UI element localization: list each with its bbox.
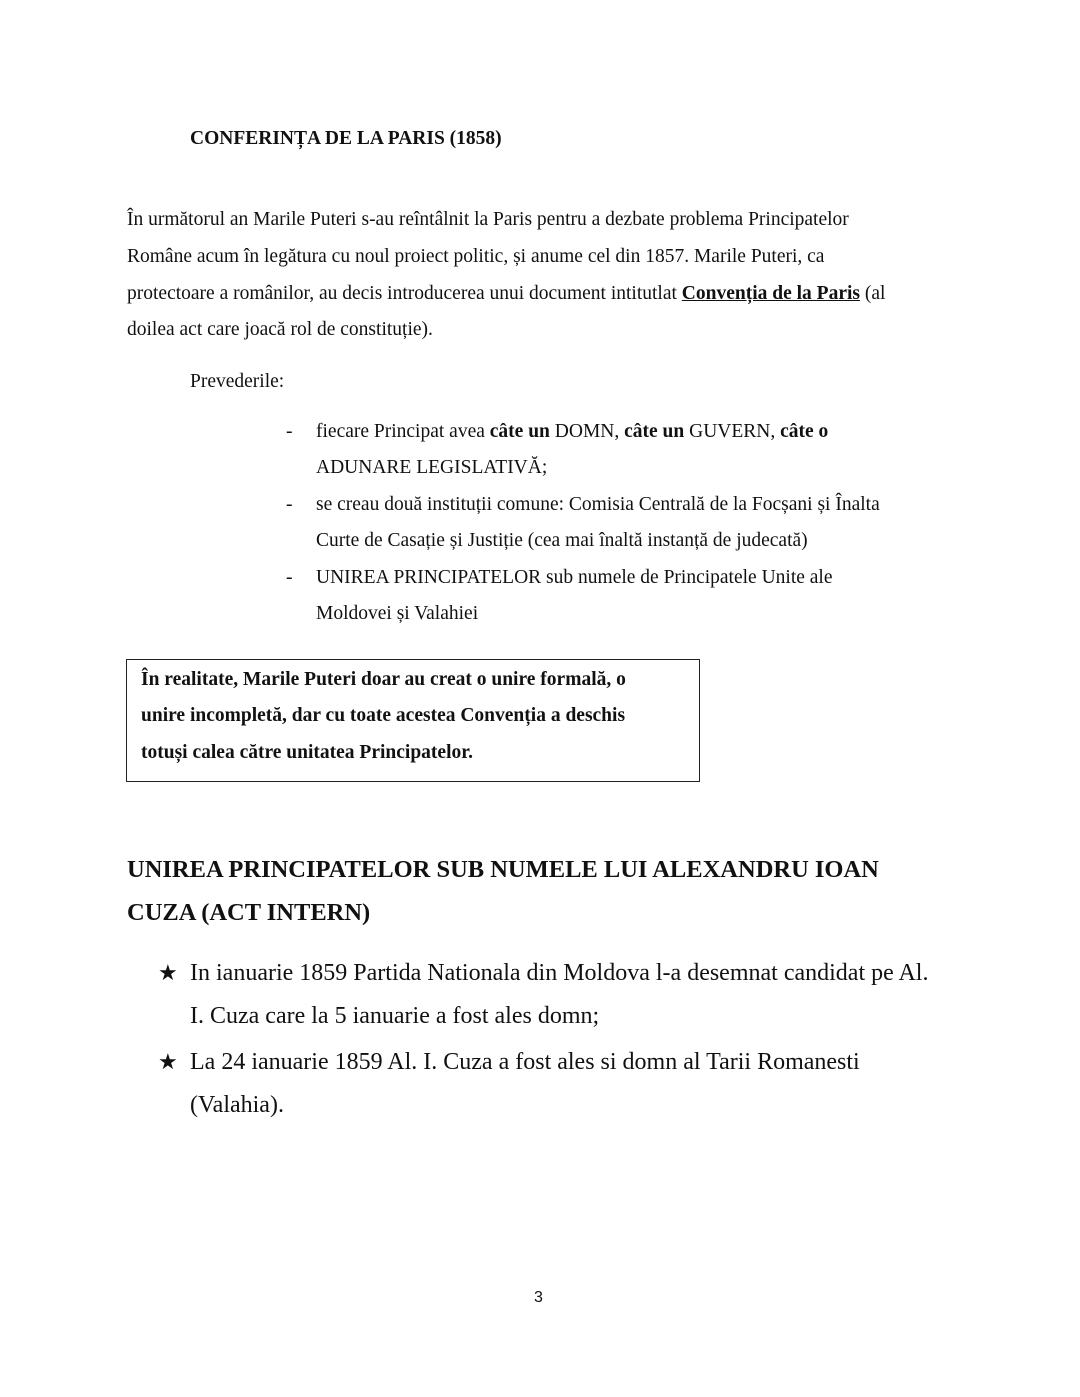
- list-item: se creau două instituții comune: Comisia Centrală de la Focșani și Înalta: [316, 494, 880, 515]
- dash-bullet: -: [286, 494, 293, 515]
- note-line: În realitate, Marile Puteri doar au creat o unire formală, o: [141, 669, 626, 690]
- dash-bullet: -: [286, 567, 293, 588]
- note-line: unire incompletă, dar cu toate acestea Convenția a deschis: [141, 705, 626, 726]
- section-title-unirea: UNIREA PRINCIPATELOR SUB NUMELE LUI ALEXANDRU IOAN: [127, 856, 879, 883]
- list-item: [316, 420, 828, 444]
- paragraph-line: În următorul an Marile Puteri s-au reîntâlnit la Paris pentru a dezbate problema Principatelor: [127, 209, 849, 230]
- list-item: La 24 ianuarie 1859 Al. I. Cuza a fost ales si domn al Tarii Romanesti: [190, 1049, 860, 1075]
- conventia-link: Convenția de la Paris: [681, 283, 860, 304]
- section-title-conferinta: CONFERINȚA DE LA PARIS (1858): [190, 128, 502, 149]
- list-text: DOMN,: [549, 421, 625, 442]
- paragraph-line: [127, 282, 885, 306]
- paragraph-line: doilea act care joacă rol de constituție).: [127, 319, 433, 340]
- note-line: totuși calea către unitatea Principatelor.: [141, 742, 473, 763]
- list-text: fiecare Principat avea: [316, 421, 490, 442]
- list-text-bold: câte un: [624, 421, 685, 442]
- list-item-continuation: I. Cuza care la 5 ianuarie a fost ales domn;: [190, 1003, 600, 1029]
- provisions-label: Prevederile:: [190, 371, 285, 392]
- paragraph-line: Române acum în legătura cu noul proiect politic, și anume cel din 1857. Marile Puteri, ca: [127, 246, 825, 267]
- list-item: In ianuarie 1859 Partida Nationala din Moldova l-a desemnat candidat pe Al.: [190, 960, 929, 986]
- paragraph-text: (al: [860, 283, 886, 304]
- paragraph-text: protectoare a românilor, au decis introducerea unui document intitutlat: [127, 283, 682, 304]
- list-item-continuation: ADUNARE LEGISLATIVĂ;: [316, 457, 548, 478]
- star-icon: ★: [158, 1049, 178, 1074]
- list-text-bold: câte un: [489, 421, 550, 442]
- list-text-bold: câte o: [780, 421, 829, 442]
- dash-bullet: -: [286, 421, 293, 442]
- list-text: GUVERN,: [684, 421, 781, 442]
- page-number: 3: [534, 1289, 543, 1306]
- section-title-unirea-cont: CUZA (ACT INTERN): [127, 899, 371, 926]
- list-item-continuation: Moldovei și Valahiei: [316, 603, 479, 624]
- list-item-continuation: (Valahia).: [190, 1092, 284, 1118]
- list-item: UNIREA PRINCIPATELOR sub numele de Principatele Unite ale: [316, 567, 833, 588]
- list-item-continuation: Curte de Casație și Justiție (cea mai înaltă instanță de judecată): [316, 530, 808, 551]
- star-icon: ★: [158, 960, 178, 985]
